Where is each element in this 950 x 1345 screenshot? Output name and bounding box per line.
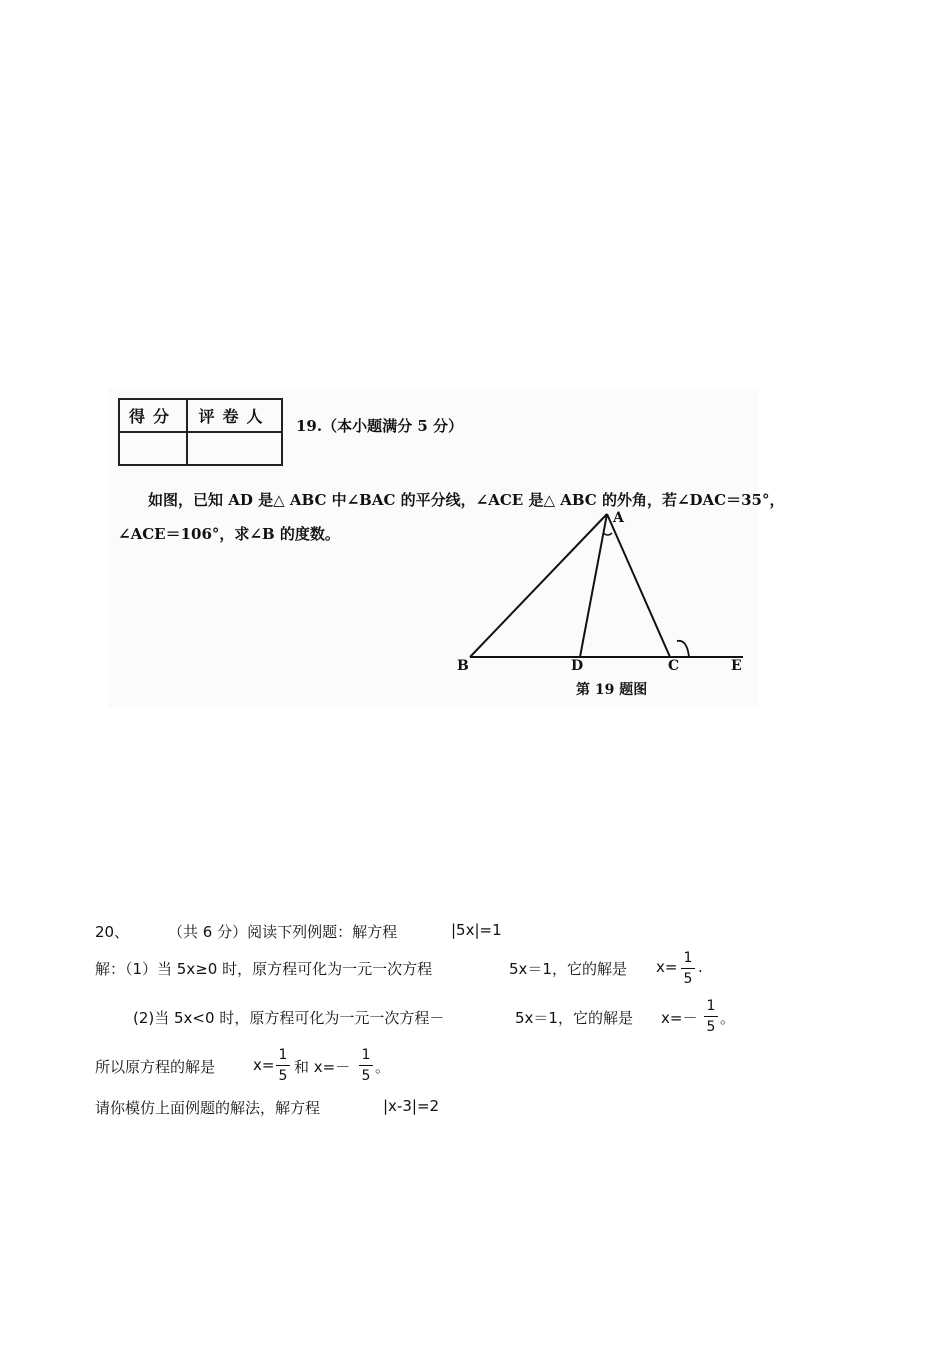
fraction-bar [276,1065,290,1066]
angle-ace-arc [677,641,689,657]
question-20-intro: （共 6 分）阅读下列例题：解方程 [168,923,398,941]
fraction-numerator: 1 [683,950,693,966]
solution-case2-x: x=－ [661,1009,698,1027]
point-c-label: C [668,658,680,674]
task-instruction: 请你模仿上面例题的解法，解方程 [95,1099,321,1117]
solution-case1-text: 解：（1）当 5x≥0 时，原方程可化为一元一次方程 [95,960,433,978]
segment-ac [607,514,670,657]
solution-conclusion-end: 。 [375,1058,391,1076]
fraction-one-fifth [681,949,695,988]
solution-conclusion-text: 所以原方程的解是 [95,1058,216,1076]
point-a-label: A [613,510,624,526]
score-label: 得分 [119,399,187,432]
fraction-denominator: 5 [278,1068,288,1084]
solution-conclusion-x1: x= [253,1056,275,1074]
fraction-one-fifth [704,997,718,1036]
point-d-label: D [571,658,584,674]
point-b-label: B [457,658,469,674]
question-19-text-line1: 如图，已知 AD 是△ ABC 中∠BAC 的平分线，∠ACE 是△ ABC 的外角，若∠DAC＝35°， [148,491,785,509]
segment-ab [470,514,607,657]
solution-case1-equation: 5x＝1，它的解是 [509,960,627,978]
fraction-one-fifth [276,1046,290,1085]
fraction-bar [704,1016,718,1017]
solution-case2-equation: 5x＝1，它的解是 [515,1009,633,1027]
task-equation: |x-3|=2 [383,1097,440,1115]
solution-case2-end: 。 [720,1009,736,1027]
solution-case1-x: x= [656,958,678,976]
solution-case1-end: . [698,958,703,976]
fraction-numerator: 1 [278,1047,288,1063]
segment-ad [580,514,607,657]
question-20-example-equation: |5x|=1 [451,921,502,939]
fraction-denominator: 5 [361,1068,371,1084]
fraction-bar [359,1065,373,1066]
fraction-bar [681,968,695,969]
angle-dac-arc [603,533,612,535]
fraction-denominator: 5 [683,971,693,987]
fraction-denominator: 5 [706,1019,716,1035]
fraction-numerator: 1 [361,1047,371,1063]
question-20-number: 20、 [95,923,130,941]
solution-case2-text: (2)当 5x<0 时，原方程可化为一元一次方程－ [133,1009,445,1027]
reviewer-label: 评卷人 [187,399,282,432]
question-19-title: 19.（本小题满分 5 分） [296,417,463,435]
figure-caption: 第 19 题图 [576,682,648,698]
solution-conclusion-x2: 和 x=－ [294,1058,351,1076]
point-e-label: E [731,658,742,674]
question-19-text-line2: ∠ACE＝106°，求∠B 的度数。 [118,525,340,543]
fraction-numerator: 1 [706,998,716,1014]
fraction-one-fifth [359,1046,373,1085]
